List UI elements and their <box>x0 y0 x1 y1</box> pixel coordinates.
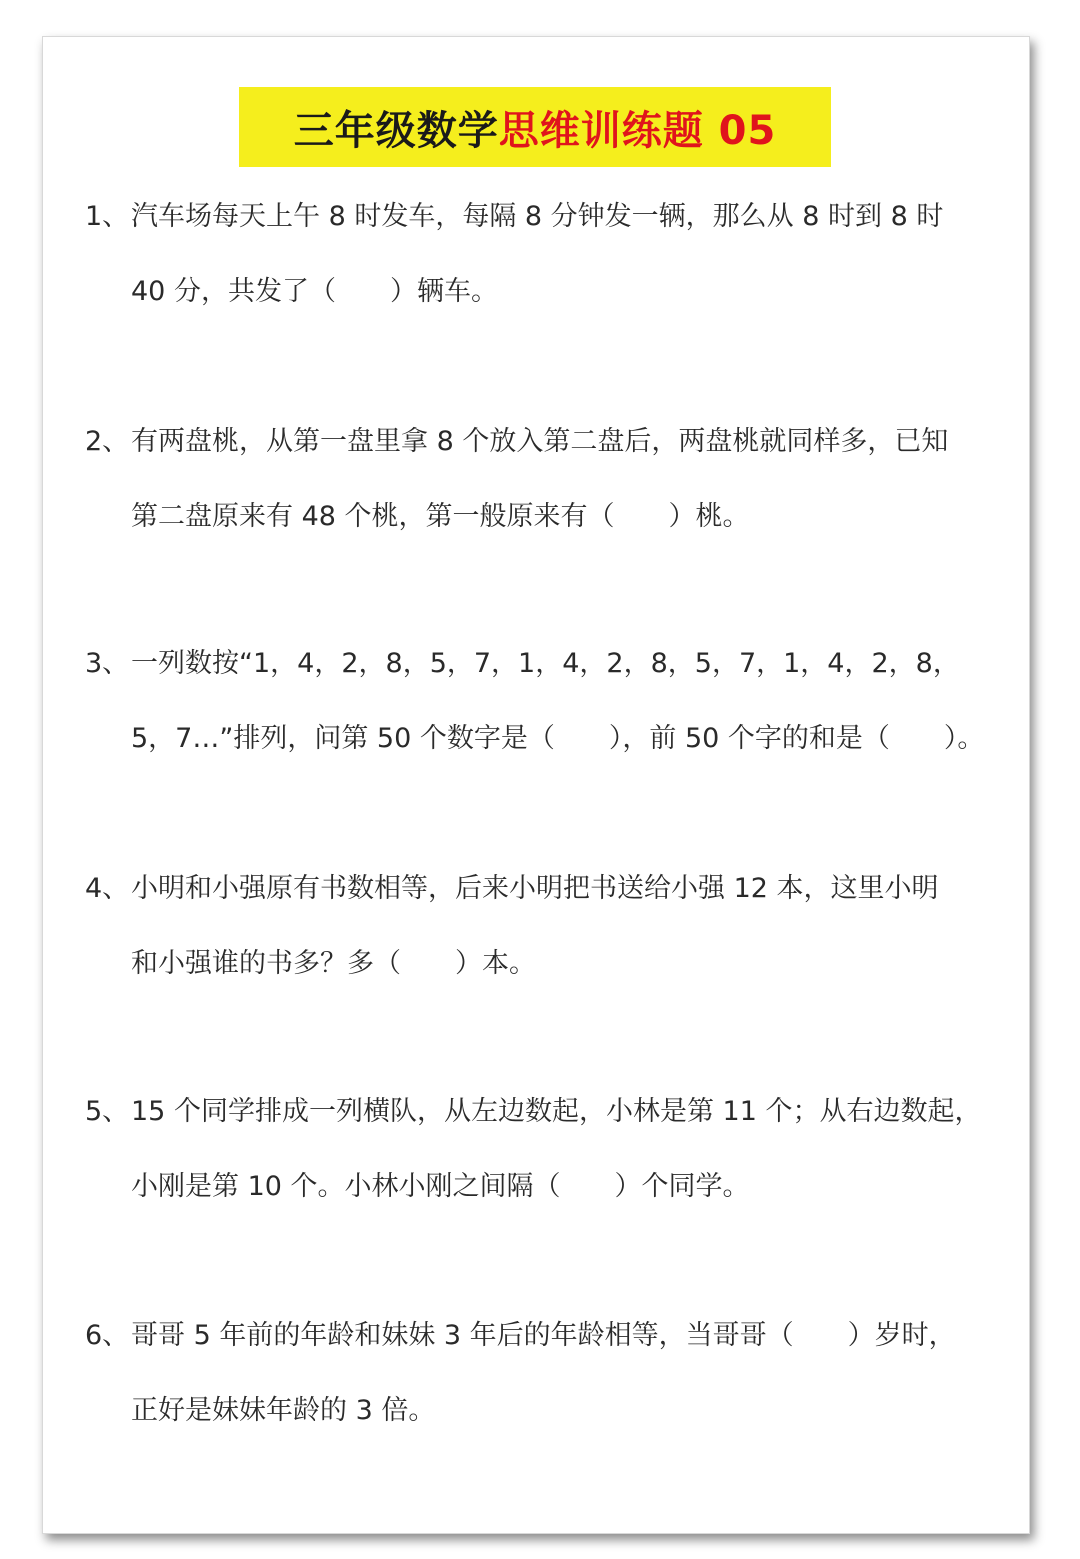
title-red-part: 思维训练题 05 <box>498 107 777 154</box>
title-black-part: 三年级数学 <box>293 107 499 154</box>
question-number: 6、 <box>85 1320 130 1351</box>
question-text-line2: 正好是妹妹年龄的 3 倍。 <box>131 1395 436 1426</box>
question-text-line2: 5，7…”排列，问第 50 个数字是（ ），前 50 个字的和是（ ）。 <box>131 723 985 754</box>
question-number: 3、 <box>85 648 130 679</box>
question-text-line1: 汽车场每天上午 8 时发车，每隔 8 分钟发一辆，那么从 8 时到 8 时 <box>131 201 944 232</box>
question-text-line1: 一列数按“1，4，2，8，5，7，1，4，2，8，5，7，1，4，2，8， <box>131 648 960 679</box>
question-1 <box>85 197 1005 312</box>
question-number: 5、 <box>85 1096 130 1127</box>
question-5 <box>85 1092 1005 1207</box>
question-text-line1: 小明和小强原有书数相等，后来小明把书送给小强 12 本，这里小明 <box>131 873 939 904</box>
question-6 <box>85 1316 1005 1431</box>
question-3 <box>85 644 1005 759</box>
worksheet-page <box>42 36 1030 1534</box>
question-number: 1、 <box>85 201 130 232</box>
question-text-line1: 有两盘桃，从第一盘里拿 8 个放入第二盘后，两盘桃就同样多，已知 <box>131 426 949 457</box>
question-text-line2: 和小强谁的书多？多（ ）本。 <box>131 948 536 979</box>
question-2 <box>85 422 1005 537</box>
question-4 <box>85 869 1005 984</box>
question-text-line1: 15 个同学排成一列横队，从左边数起，小林是第 11 个；从右边数起， <box>131 1096 982 1127</box>
question-text-line1: 哥哥 5 年前的年龄和妹妹 3 年后的年龄相等，当哥哥（ ）岁时， <box>131 1320 956 1351</box>
question-text-line2: 第二盘原来有 48 个桃，第一般原来有（ ）桃。 <box>131 501 750 532</box>
worksheet-title <box>294 99 777 156</box>
question-number: 2、 <box>85 426 130 457</box>
question-number: 4、 <box>85 873 130 904</box>
title-banner <box>239 87 831 167</box>
question-text-line2: 40 分，共发了（ ）辆车。 <box>131 276 498 307</box>
question-text-line2: 小刚是第 10 个。小林小刚之间隔（ ）个同学。 <box>131 1171 750 1202</box>
